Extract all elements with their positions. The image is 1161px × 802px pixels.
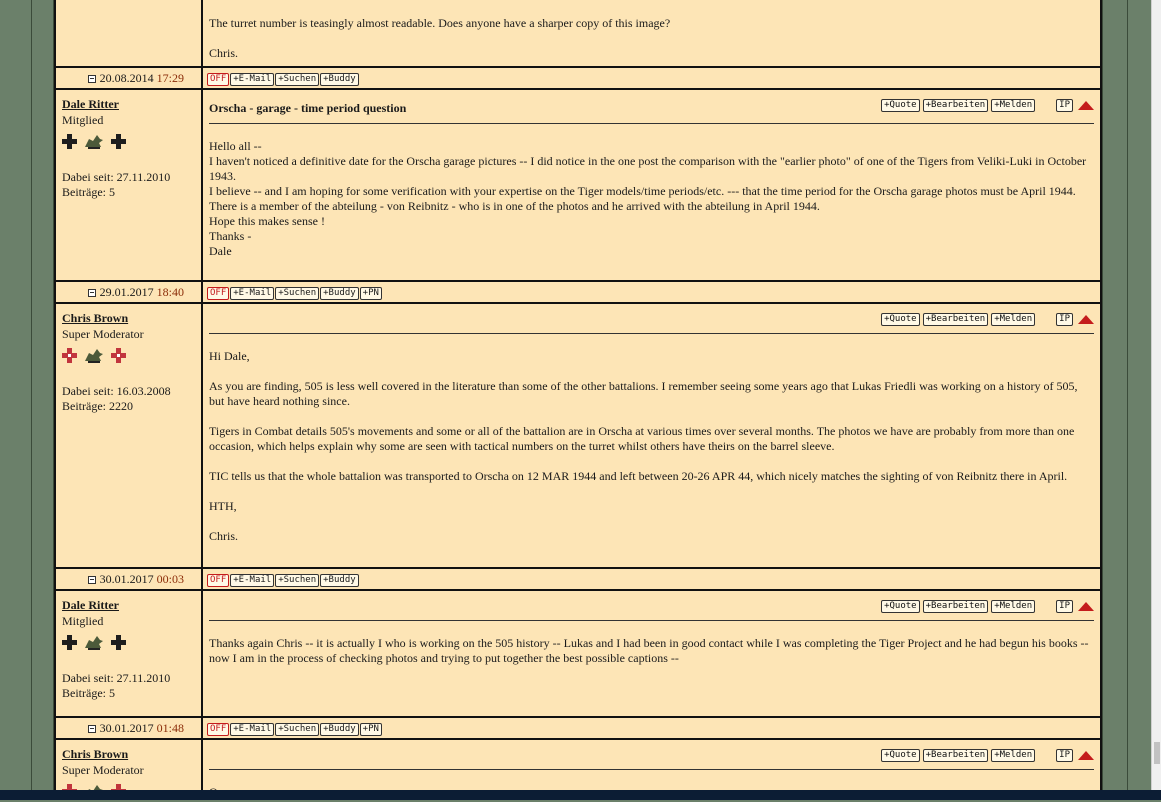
prev-author-cell: [56, 0, 201, 66]
post-line: Thanks again Chris -- it is actually I who is working on the 505 history -- Lukas and I had been in good contact while I was completing the Tiger Project and he had begun his books -- now I am in the process of checking photos and trying to put together the best possible captions --: [209, 636, 1089, 665]
tank-icon: [83, 131, 105, 151]
post-count: Beiträge: 2220: [62, 399, 133, 413]
iron-cross-icon: [111, 635, 126, 650]
post-count: Beiträge: 5: [62, 686, 115, 700]
user-rank: Super Moderator: [62, 763, 144, 777]
post-date: 29.01.2017 18:40: [56, 282, 201, 302]
post-link-icon[interactable]: [88, 576, 96, 584]
post-count: Beiträge: 5: [62, 185, 115, 199]
post-actions: [203, 68, 1100, 88]
email-button[interactable]: +E-Mail: [230, 73, 274, 86]
quote-button[interactable]: +Quote: [881, 313, 920, 326]
post-line: Chris.: [209, 529, 239, 543]
post-actions: [203, 569, 1100, 589]
rank-badges: [62, 344, 195, 366]
pm-button[interactable]: +PN: [360, 723, 382, 736]
ip-button[interactable]: IP: [1056, 600, 1073, 613]
tank-icon: [83, 632, 105, 652]
scroll-top-icon[interactable]: [1078, 315, 1094, 324]
scrollbar-thumb[interactable]: [1154, 742, 1160, 764]
red-cross-icon: [111, 348, 126, 363]
scroll-top-icon[interactable]: [1078, 101, 1094, 110]
search-button[interactable]: +Suchen: [275, 723, 319, 736]
post-subject: Orscha - garage - time period question: [209, 101, 407, 115]
user-rank: Mitglied: [62, 614, 104, 628]
edit-button[interactable]: +Bearbeiten: [923, 313, 989, 326]
quote-button[interactable]: +Quote: [881, 600, 920, 613]
post-line: Thanks -: [209, 229, 252, 243]
post-line: HTH,: [209, 499, 237, 513]
post-link-icon[interactable]: [88, 289, 96, 297]
rank-badges: [62, 130, 195, 152]
user-rank: Super Moderator: [62, 327, 144, 341]
post-line: There is a member of the abteilung - von Reibnitz - who is in one of the photos and he arrived with the abteilung in April 1944.: [209, 199, 820, 213]
rank-badges: [62, 631, 195, 653]
taskbar-strip: [0, 790, 1161, 800]
status-off-button[interactable]: OFF: [207, 287, 229, 300]
iron-cross-icon: [111, 134, 126, 149]
post-line: As you are finding, 505 is less well covered in the literature than some of the other battalions. I remember seeing some years ago that Lukas Friedli was working on a history of 505, but have heard nothing since.: [209, 379, 1078, 408]
red-cross-icon: [62, 348, 77, 363]
post-body: [203, 591, 1100, 716]
scroll-top-icon[interactable]: [1078, 751, 1094, 760]
report-button[interactable]: +Melden: [991, 313, 1035, 326]
post-author-cell: [56, 591, 201, 716]
vertical-scrollbar[interactable]: [1151, 0, 1161, 790]
buddy-button[interactable]: +Buddy: [320, 287, 359, 300]
member-since: Dabei seit: 27.11.2010: [62, 671, 171, 685]
post-line: Dale: [209, 244, 232, 258]
iron-cross-icon: [62, 134, 77, 149]
post-tools: [881, 99, 1094, 112]
prev-post-body: [203, 0, 1100, 66]
edit-button[interactable]: +Bearbeiten: [923, 99, 989, 112]
search-button[interactable]: +Suchen: [275, 73, 319, 86]
ip-button[interactable]: IP: [1056, 313, 1073, 326]
report-button[interactable]: +Melden: [991, 99, 1035, 112]
post-tools: [881, 313, 1094, 326]
post-line: Hope this makes sense !: [209, 214, 325, 228]
left-rail: [0, 0, 54, 790]
post-body: [203, 90, 1100, 280]
post-author-cell: [56, 304, 201, 567]
tank-icon: [83, 345, 105, 365]
ip-button[interactable]: IP: [1056, 749, 1073, 762]
user-rank: Mitglied: [62, 113, 104, 127]
quote-button[interactable]: +Quote: [881, 99, 920, 112]
post-tools: [881, 600, 1094, 613]
post-tools: [881, 749, 1094, 762]
post-actions: [203, 282, 1100, 302]
username-link[interactable]: Dale Ritter: [62, 598, 119, 612]
member-since: Dabei seit: 27.11.2010: [62, 170, 171, 184]
pm-button[interactable]: +PN: [360, 287, 382, 300]
post-actions: [203, 718, 1100, 738]
post-line: TIC tells us that the whole battalion was transported to Orscha on 12 MAR 1944 and left between 20-26 APR 44, which nicely matches the sighting of von Reibnitz there in April.: [209, 469, 1068, 483]
post-line: Hello all --: [209, 139, 262, 153]
username-link[interactable]: Chris Brown: [62, 311, 129, 325]
edit-button[interactable]: +Bearbeiten: [923, 600, 989, 613]
post-line: Tigers in Combat details 505's movements and some or all of the battalion are in Orscha at various times over several months. The photos we have are probably from more than one occasion, which helps explain why some are seen with tactical numbers on the turret whilst others have theirs on the barrel sleeve.: [209, 424, 1075, 453]
username-link[interactable]: Chris Brown: [62, 747, 129, 761]
post-line: The turret number is teasingly almost readable. Does anyone have a sharper copy of this image?: [209, 16, 671, 30]
post-author-cell: [56, 90, 201, 280]
ip-button[interactable]: IP: [1056, 99, 1073, 112]
right-rail-line: [1102, 0, 1103, 790]
buddy-button[interactable]: +Buddy: [320, 723, 359, 736]
email-button[interactable]: +E-Mail: [230, 723, 274, 736]
post-line: Hi Dale,: [209, 349, 250, 363]
status-off-button[interactable]: OFF: [207, 723, 229, 736]
buddy-button[interactable]: +Buddy: [320, 73, 359, 86]
username-link[interactable]: Dale Ritter: [62, 97, 119, 111]
left-rail-line: [31, 0, 32, 790]
search-button[interactable]: +Suchen: [275, 574, 319, 587]
status-off-button[interactable]: OFF: [207, 73, 229, 86]
post-date: 30.01.2017 00:03: [56, 569, 201, 589]
report-button[interactable]: +Melden: [991, 749, 1035, 762]
edit-button[interactable]: +Bearbeiten: [923, 749, 989, 762]
search-button[interactable]: +Suchen: [275, 287, 319, 300]
post-line: Chris.: [209, 46, 239, 60]
post-line: I haven't noticed a definitive date for the Orscha garage pictures -- I did notice in the one post the comparison with the "earlier photo" of one of the Tigers from Veliki-Luki in October 1943.: [209, 154, 1087, 183]
post-link-icon[interactable]: [88, 725, 96, 733]
iron-cross-icon: [62, 635, 77, 650]
post-date: 20.08.2014 17:29: [56, 68, 201, 88]
scroll-top-icon[interactable]: [1078, 602, 1094, 611]
report-button[interactable]: +Melden: [991, 600, 1035, 613]
quote-button[interactable]: +Quote: [881, 749, 920, 762]
status-off-button[interactable]: OFF: [207, 574, 229, 587]
buddy-button[interactable]: +Buddy: [320, 574, 359, 587]
member-since: Dabei seit: 16.03.2008: [62, 384, 171, 398]
post-date: 30.01.2017 01:48: [56, 718, 201, 738]
email-button[interactable]: +E-Mail: [230, 574, 274, 587]
email-button[interactable]: +E-Mail: [230, 287, 274, 300]
post-link-icon[interactable]: [88, 75, 96, 83]
post-body: [203, 304, 1100, 567]
right-rail-line-2: [1127, 0, 1128, 790]
forum-thread: [54, 0, 1102, 790]
post-line: I believe -- and I am hoping for some verification with your expertise on the Tiger models/time periods/etc. --- that the time period for the Orscha garage photos must be April 1944.: [209, 184, 1076, 198]
